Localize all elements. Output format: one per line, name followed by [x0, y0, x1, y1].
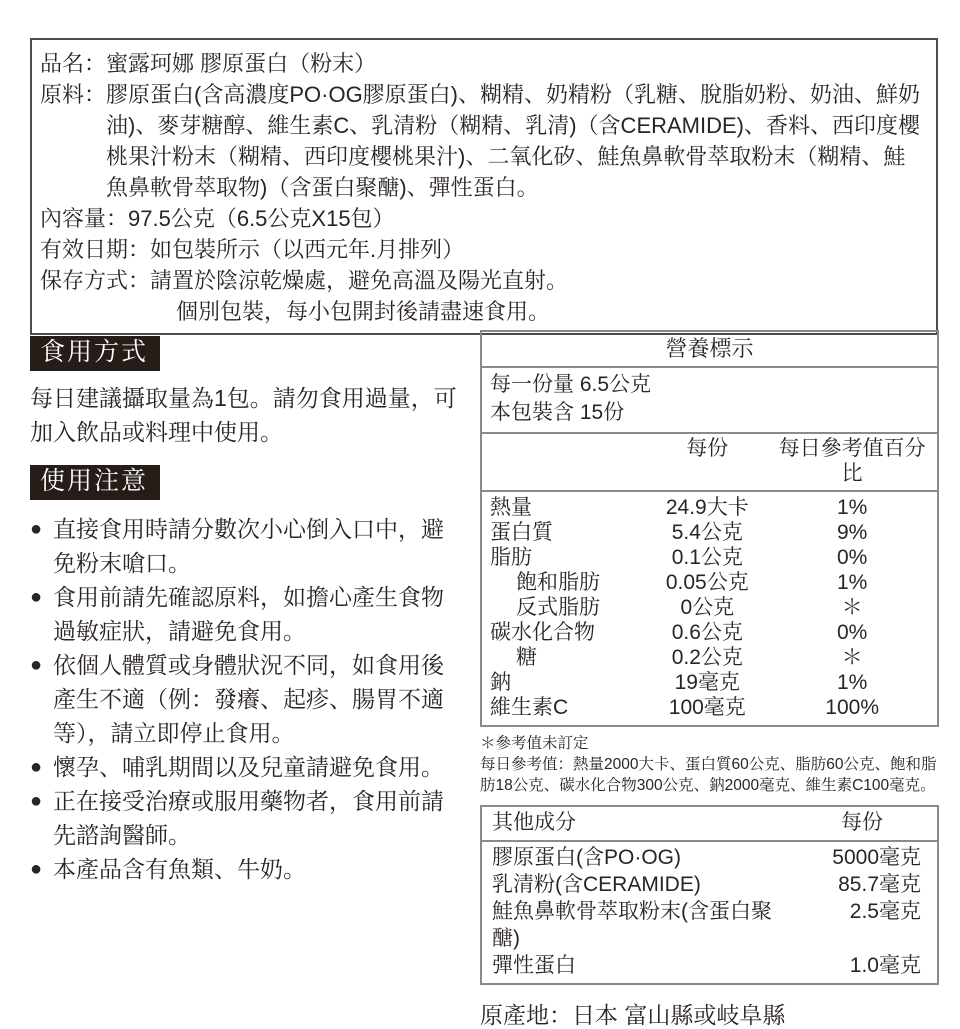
other-table-header: [482, 807, 937, 842]
bullet-dot-icon: ●: [30, 858, 43, 880]
nutrient-name: 蛋白質: [490, 521, 553, 544]
nutrient-amount: 100毫克: [668, 696, 746, 719]
nutrient-col-spacer: [490, 436, 639, 486]
nutrient-dv: 0%: [836, 546, 868, 569]
caution-text: 食用前請先確認原料，如擔心產生食物過敏症狀，請避免食用。: [53, 584, 444, 644]
nutrient-dv: 1%: [836, 671, 868, 694]
table-row: [482, 844, 937, 871]
ingredients-label: 原料：: [40, 82, 107, 107]
nutrient-name: 糖: [516, 646, 537, 669]
table-row: [482, 595, 937, 620]
other-ingredients-table: [480, 805, 939, 985]
bullet-dot-icon: ●: [30, 756, 43, 778]
nutrient-name: 熱量: [490, 496, 532, 519]
net-content-value: 97.5公克（6.5公克X15包）: [128, 206, 395, 231]
bullet-dot-icon: ●: [30, 518, 43, 540]
caution-list: [30, 512, 466, 886]
nutrient-dv: ＊: [841, 596, 863, 619]
nutrient-amount: 0.2公克: [671, 646, 743, 669]
ingredients-row: [40, 79, 926, 203]
right-column: [480, 330, 939, 1029]
nutrition-facts-table: [480, 330, 939, 727]
nutrient-name: 脂肪: [490, 546, 532, 569]
nutrient-name: 維生素C: [490, 696, 569, 719]
table-row: [482, 520, 937, 545]
per-serving-col-header: 每份: [686, 437, 729, 460]
nutrient-name: 反式脂肪: [516, 596, 600, 619]
bullet-dot-icon: ●: [30, 654, 43, 676]
nutrient-amount: 19毫克: [674, 671, 740, 694]
servings-per-pack: 本包裝含 15份: [490, 401, 625, 424]
caution-text: 本產品含有魚類、牛奶。: [53, 856, 306, 882]
usage-method-heading: 食用方式: [30, 336, 160, 371]
storage-value: [150, 265, 926, 327]
other-per-serving-header: 每份: [841, 811, 883, 834]
caution-text: 依個人體質或身體狀況不同，如食用後產生不適（例：發癢、起疹、腸胃不適等），請立即停止食用。: [53, 652, 444, 746]
expiry-label: 有效日期：: [40, 237, 151, 262]
bullet-dot-icon: ●: [30, 586, 43, 608]
nutrient-name: 鈉: [490, 671, 511, 694]
nutrient-dv: 1%: [836, 571, 868, 594]
other-title: 其他成分: [492, 811, 576, 834]
storage-line-2: 個別包裝，每小包開封後請盡速食用。: [176, 299, 551, 324]
storage-row: [40, 265, 926, 327]
nutrient-amount: 0.1公克: [671, 546, 743, 569]
nutrition-table-title: 營養標示: [482, 332, 937, 368]
table-row: [482, 871, 937, 898]
table-row: [482, 620, 937, 645]
nutrient-dv: 100%: [825, 696, 879, 719]
usage-caution-heading: 使用注意: [30, 465, 160, 500]
footnote-daily-reference: 每日參考值：熱量2000大卡、蛋白質60公克、脂肪60公克、飽和脂肪18公克、碳水化合物300公克、鈉2000毫克、維生素C100毫克。: [480, 756, 937, 794]
table-row: [482, 898, 937, 952]
table-row: [482, 695, 937, 720]
nutrition-rows: [482, 492, 937, 725]
product-name-row: [40, 48, 926, 79]
table-row: [482, 570, 937, 595]
net-content-row: [40, 203, 926, 234]
ingredient-amount: 2.5毫克: [849, 900, 921, 923]
caution-item: [30, 852, 466, 886]
ingredient-amount: 5000毫克: [832, 846, 921, 869]
nutrition-column-headers: [482, 434, 937, 492]
caution-text: 直接食用時請分數次小心倒入口中，避免粉末嗆口。: [53, 516, 444, 576]
country-of-origin: 原產地：日本 富山縣或岐阜縣: [480, 1002, 786, 1028]
caution-text: 懷孕、哺乳期間以及兒童請避免食用。: [53, 754, 444, 780]
nutrient-dv: ＊: [841, 646, 863, 669]
table-row: [482, 952, 937, 979]
nutrient-amount: 0公克: [680, 596, 735, 619]
footnote-undetermined: ＊參考值未訂定: [480, 735, 589, 752]
table-row: [482, 645, 937, 670]
caution-item: [30, 648, 466, 750]
ingredient-name: 鮭魚鼻軟骨萃取粉末(含蛋白聚醣): [492, 900, 772, 950]
product-name-label: 品名：: [40, 51, 107, 76]
nutrient-amount: 0.6公克: [671, 621, 743, 644]
ingredients-value: 膠原蛋白(含高濃度PO·OG膠原蛋白)、糊精、奶精粉（乳糖、脫脂奶粉、奶油、鮮奶油)、麥芽糖醇、維生素C、乳清粉（糊精、乳清)（含CERAMIDE)、香料、西印度櫻桃果汁粉末（糊精、西印度櫻桃果汁)、二氧化矽、鮭魚鼻軟骨萃取粉末（糊精、鮭魚鼻軟骨萃取物)（含蛋白聚醣)、彈性蛋白。: [106, 82, 921, 200]
table-row: [482, 495, 937, 520]
usage-method-text: 每日建議攝取量為1包。請勿食用過量，可加入飲品或料理中使用。: [30, 385, 457, 445]
nutrient-amount: 5.4公克: [671, 521, 743, 544]
nutrient-name: 飽和脂肪: [516, 571, 600, 594]
storage-label: 保存方式：: [40, 268, 151, 293]
caution-item: [30, 750, 466, 784]
expiry-value: 如包裝所示（以西元年.月排列）: [150, 237, 465, 262]
nutrient-amount: 0.05公克: [665, 571, 749, 594]
ingredient-amount: 1.0毫克: [849, 954, 921, 977]
nutrition-footnote: [480, 733, 939, 796]
ingredient-name: 乳清粉(含CERAMIDE): [492, 873, 701, 896]
other-rows: [482, 842, 937, 983]
nutrient-dv: 1%: [836, 496, 868, 519]
caution-item: [30, 580, 466, 648]
product-name-value: 蜜露珂娜 膠原蛋白（粉末）: [106, 51, 377, 76]
ingredient-name: 彈性蛋白: [492, 954, 576, 977]
ingredient-name: 膠原蛋白(含PO·OG): [492, 846, 681, 869]
net-content-label: 內容量：: [40, 206, 129, 231]
product-info-box: [30, 38, 938, 335]
caution-item: [30, 784, 466, 852]
expiry-row: [40, 234, 926, 265]
table-row: [482, 670, 937, 695]
daily-value-col-header: 每日參考值百分比: [778, 437, 926, 485]
serving-info: [482, 368, 937, 434]
bullet-dot-icon: ●: [30, 790, 43, 812]
nutrient-amount: 24.9大卡: [665, 496, 749, 519]
left-column: [30, 336, 466, 886]
ingredient-amount: 85.7毫克: [838, 873, 921, 896]
table-row: [482, 545, 937, 570]
nutrient-name: 碳水化合物: [490, 621, 595, 644]
serving-size: 每一份量 6.5公克: [490, 373, 652, 396]
nutrient-dv: 9%: [836, 521, 868, 544]
caution-item: [30, 512, 466, 580]
storage-line-1: 請置於陰涼乾燥處，避免高溫及陽光直射。: [150, 268, 569, 293]
caution-text: 正在接受治療或服用藥物者，食用前請先諮詢醫師。: [53, 788, 444, 848]
nutrient-dv: 0%: [836, 621, 868, 644]
